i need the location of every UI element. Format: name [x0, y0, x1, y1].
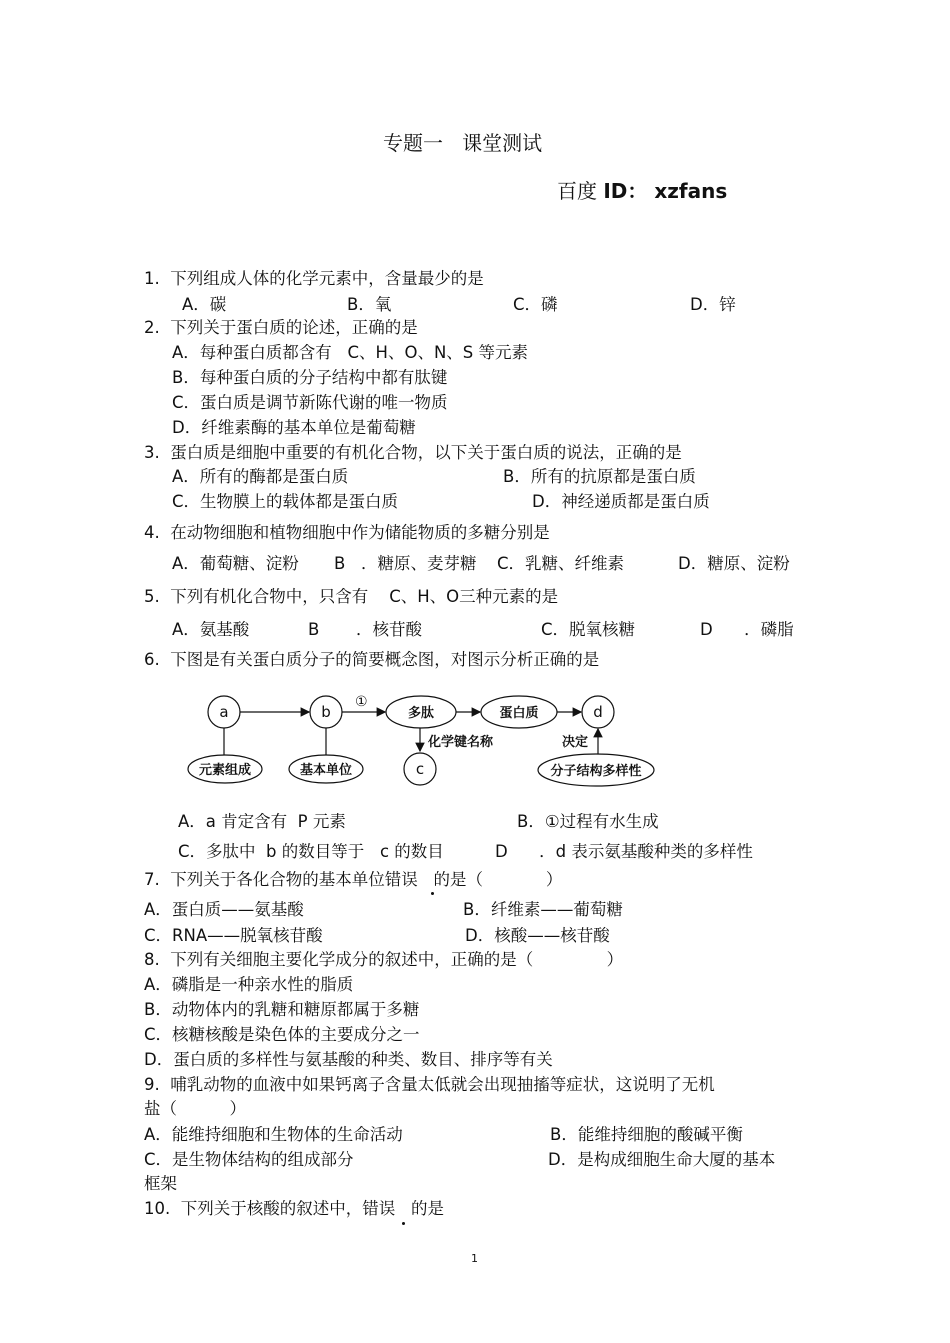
q2-option-b: B．每种蛋白质的分子结构中都有肽键 — [172, 368, 448, 387]
q9-option-c: C．是生物体结构的组成部分 — [144, 1150, 354, 1169]
node-a-label: a — [219, 703, 229, 721]
q6-option-b: B．①过程有水生成 — [517, 812, 659, 831]
q7-option-d: D．核酸——核苷酸 — [465, 926, 610, 945]
q3-option-d: D．神经递质都是蛋白质 — [532, 492, 710, 511]
q3-stem: 3. 蛋白质是细胞中重要的有机化合物，以下关于蛋白质的说法，正确的是 — [144, 443, 682, 462]
q7-option-c: C．RNA——脱氧核苷酸 — [144, 926, 323, 945]
decides-label: 决定 — [562, 735, 589, 750]
author-prefix: 百度 — [557, 179, 604, 203]
q3-option-b: B．所有的抗原都是蛋白质 — [503, 467, 696, 486]
q9-stem-line1: 9. 哺乳动物的血液中如果钙离子含量太低就会出现抽搐等症状，这说明了无机 — [144, 1075, 715, 1094]
q10-emphasis-dot — [402, 1222, 405, 1225]
q3-option-c: C．生物膜上的载体都是蛋白质 — [172, 492, 399, 511]
q6-option-a: A．a 肯定含有 P 元素 — [178, 812, 346, 831]
q7-stem-pre: 7. 下列关于各化合物的基本单位错 — [144, 870, 402, 889]
q9-stem-line2: 盐（ ） — [144, 1099, 246, 1118]
q2-stem: 2. 下列关于蛋白质的论述，正确的是 — [144, 318, 418, 337]
q7-stem — [144, 872, 562, 889]
author-id — [557, 181, 727, 201]
elements-label: 元素组成 — [198, 763, 252, 778]
bond-name-label: 化学键名称 — [428, 735, 494, 750]
q9-option-d: D．是构成细胞生命大厦的基本 — [548, 1150, 776, 1169]
q9-option-a: A．能维持细胞和生物体的生命活动 — [144, 1125, 403, 1144]
q4-option-a: A．葡萄糖、淀粉 — [172, 554, 299, 573]
q7-stem-post: 的是（ ） — [417, 870, 563, 889]
q1-stem: 1. 下列组成人体的化学元素中，含量最少的是 — [144, 269, 484, 288]
q5-option-a: A．氨基酸 — [172, 620, 250, 639]
q8-option-d: D．蛋白质的多样性与氨基酸的种类、数目、排序等有关 — [144, 1050, 553, 1069]
q3-option-a: A．所有的酶都是蛋白质 — [172, 467, 349, 486]
q8-option-a: A．磷脂是一种亲水性的脂质 — [144, 975, 354, 994]
q7-emphasis-dot — [431, 892, 434, 895]
q1-option-b: B．氧 — [347, 295, 392, 314]
author-id-value: ID： xzfans — [603, 179, 728, 203]
q1-option-d: D．锌 — [690, 295, 736, 314]
q6-option-d: D ．d 表示氨基酸种类的多样性 — [495, 842, 753, 861]
q10-stem-pre: 10. 下列关于核酸的叙述中，错 — [144, 1199, 379, 1218]
q4-stem: 4. 在动物细胞和植物细胞中作为储能物质的多糖分别是 — [144, 523, 550, 542]
q10-stem — [144, 1201, 444, 1218]
protein-concept-diagram — [180, 688, 680, 798]
q8-option-b: B．动物体内的乳糖和糖原都属于多糖 — [144, 1000, 420, 1019]
basic-unit-label: 基本单位 — [299, 763, 353, 778]
q1-option-a: A．碳 — [182, 295, 227, 314]
node-b-label: b — [321, 703, 331, 721]
q2-option-c: C．蛋白质是调节新陈代谢的唯一物质 — [172, 393, 448, 412]
q4-option-b: B ．糖原、麦芽糖 — [334, 554, 477, 573]
node-d-label: d — [593, 703, 603, 721]
page-title: 专题一 课堂测试 — [383, 131, 543, 155]
diversity-label: 分子结构多样性 — [550, 764, 642, 779]
polypeptide-label: 多肽 — [407, 706, 435, 721]
q2-option-a: A．每种蛋白质都含有 C、H、O、N、S 等元素 — [172, 343, 528, 362]
page-number: 1 — [471, 1252, 478, 1265]
q7-option-b: B．纤维素——葡萄糖 — [463, 900, 623, 919]
node-c-label: c — [415, 760, 425, 778]
q1-option-c: C．磷 — [513, 295, 558, 314]
q5-stem: 5. 下列有机化合物中，只含有 C、H、O三种元素的是 — [144, 587, 559, 606]
q6-stem: 6. 下图是有关蛋白质分子的简要概念图，对图示分析正确的是 — [144, 650, 600, 669]
protein-label: 蛋白质 — [499, 706, 539, 721]
q5-option-d: D ．磷脂 — [700, 620, 794, 639]
q10-stem-post: 的是 — [395, 1199, 444, 1218]
q4-option-c: C．乳糖、纤维素 — [497, 554, 625, 573]
q8-option-c: C．核糖核酸是染色体的主要成分之一 — [144, 1025, 420, 1044]
step1-label: ① — [355, 694, 368, 710]
q8-stem: 8. 下列有关细胞主要化学成分的叙述中，正确的是（ ） — [144, 950, 624, 969]
q6-option-c: C．多肽中 b 的数目等于 c 的数目 — [178, 842, 444, 861]
q4-option-d: D．糖原、淀粉 — [678, 554, 790, 573]
q5-option-c: C．脱氧核糖 — [541, 620, 636, 639]
q9-option-d-continued: 框架 — [144, 1174, 177, 1193]
q2-option-d: D．纤维素酶的基本单位是葡萄糖 — [172, 418, 416, 437]
q7-emphasis: 误 — [401, 870, 418, 889]
q7-option-a: A．蛋白质——氨基酸 — [144, 900, 304, 919]
q10-emphasis: 误 — [378, 1199, 396, 1218]
q9-option-b: B．能维持细胞的酸碱平衡 — [550, 1125, 743, 1144]
q5-option-b: B ．核苷酸 — [308, 620, 423, 639]
